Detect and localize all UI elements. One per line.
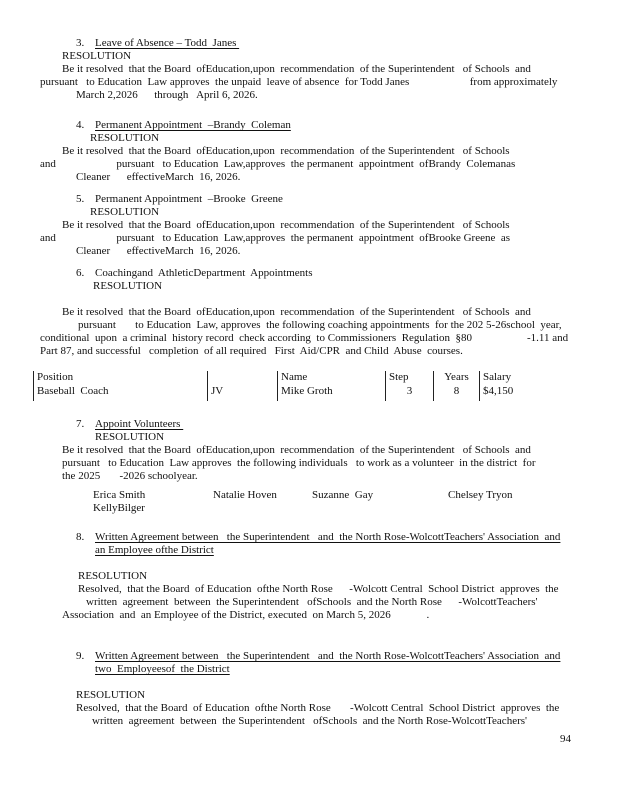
resolution-item-7 (0, 418, 618, 483)
item-title-line (0, 531, 618, 544)
resolution-item-5 (0, 193, 618, 258)
resolution-label: RESOLUTION (90, 132, 160, 144)
resolution-item-4 (0, 119, 618, 184)
body-line: Resolved, that the Board of Education ofthe North Rose -Wolcott Central School District approves the (76, 702, 560, 714)
body-line: pursuant to Education Law approves the unpaid leave of absence for Todd Janes from approximately (40, 76, 558, 88)
volunteer-row (0, 489, 618, 502)
resolution-item-3 (0, 37, 618, 102)
item-title-line (0, 544, 618, 557)
resolution-label: RESOLUTION (78, 570, 148, 582)
resolution-label: RESOLUTION (76, 689, 146, 701)
item-title: Written Agreement between the Superintendent and the North Rose-WolcottTeachers' Association and (95, 531, 561, 543)
resolution-label: RESOLUTION (62, 50, 132, 62)
body-line: written agreement between the Superintendent ofSchools and the North Rose -WolcottTeachers' (86, 596, 538, 608)
item-title: two Employeesof the District (95, 663, 230, 675)
item-title: Coachingand AthleticDepartment Appointments (95, 267, 313, 279)
body-line: Be it resolved that the Board ofEducation,upon recommendation of the Superintendent of Schools (62, 219, 510, 231)
cell-years: 8 (433, 385, 479, 401)
body-line: conditional upon a criminal history record check according to Commissioners Regulation §80 -1.11 and (40, 332, 569, 344)
header-name: Name (277, 371, 385, 385)
item-number: 6. (76, 267, 85, 279)
item-number: 8. (76, 531, 85, 543)
volunteer-name: KellyBilger (93, 502, 145, 514)
item-title-line (0, 418, 618, 431)
resolution-item-9 (0, 650, 618, 728)
item-title-line (0, 193, 618, 206)
cell-position: Baseball Coach (33, 385, 207, 401)
volunteer-names (0, 489, 618, 515)
cell-name: Mike Groth (277, 385, 385, 401)
item-number: 5. (76, 193, 85, 205)
cell-salary: $4,150 (479, 385, 565, 401)
body-line: pursuant to Education Law, approves the following coaching appointments for the 202 5-26school year, (78, 319, 562, 331)
header-level (207, 371, 277, 385)
resolution-label: RESOLUTION (95, 431, 165, 443)
resolution-item-8 (0, 531, 618, 622)
item-title: Leave of Absence – Todd Janes (95, 37, 240, 49)
item-title-line (0, 119, 618, 132)
item-title: Appoint Volunteers (95, 418, 184, 430)
body-line: March 2,2026 through April 6, 2026. (76, 89, 258, 101)
body-line: Be it resolved that the Board ofEducation,upon recommendation of the Superintendent of Schools (62, 145, 510, 157)
resolution-label: RESOLUTION (90, 206, 160, 218)
body-line: pursuant to Education Law approves the following individuals to work as a volunteer in the district for (62, 457, 536, 469)
item-number: 9. (76, 650, 85, 662)
cell-level: JV (207, 385, 277, 401)
body-line: written agreement between the Superintendent ofSchools and the North Rose-WolcottTeachers' (92, 715, 527, 727)
table-header-row (33, 371, 565, 385)
header-years: Years (433, 371, 479, 385)
item-title-line (0, 663, 618, 676)
volunteer-name: Suzanne Gay (312, 489, 374, 501)
volunteer-name: Natalie Hoven (213, 489, 277, 501)
body-line: the 2025 -2026 schoolyear. (62, 470, 198, 482)
body-line: Be it resolved that the Board ofEducation,upon recommendation of the Superintendent of Schools and (62, 63, 531, 75)
coaching-appointments-table (33, 371, 565, 401)
header-position: Position (33, 371, 207, 385)
body-line: Cleaner effectiveMarch 16, 2026. (76, 245, 241, 257)
page-number: 94 (560, 733, 571, 745)
body-line: Resolved, that the Board of Education ofthe North Rose -Wolcott Central School District approves the (78, 583, 559, 595)
item-number: 3. (76, 37, 85, 49)
item-number: 4. (76, 119, 85, 131)
item-title: Written Agreement between the Superintendent and the North Rose-WolcottTeachers' Association and (95, 650, 561, 662)
resolution-item-6 (0, 267, 618, 358)
item-title: Permanent Appointment –Brooke Greene (95, 193, 283, 205)
cell-step: 3 (385, 385, 433, 401)
volunteer-name: Erica Smith (93, 489, 146, 501)
header-salary: Salary (479, 371, 565, 385)
item-title-line (0, 37, 618, 50)
body-line: Cleaner effectiveMarch 16, 2026. (76, 171, 241, 183)
item-title: an Employee ofthe District (95, 544, 214, 556)
body-line: and pursuant to Education Law,approves the permanent appointment ofBrooke Greene as (40, 232, 511, 244)
volunteer-name: Chelsey Tryon (448, 489, 513, 501)
body-line: Be it resolved that the Board ofEducation,upon recommendation of the Superintendent of Schools and (62, 306, 531, 318)
item-title-line (0, 267, 618, 280)
body-line: Part 87, and successful completion of all required First Aid/CPR and Child Abuse courses. (40, 345, 463, 357)
item-title: Permanent Appointment –Brandy Coleman (95, 119, 291, 131)
body-line: and pursuant to Education Law,approves the permanent appointment ofBrandy Colemanas (40, 158, 516, 170)
item-title-line (0, 650, 618, 663)
body-line: Be it resolved that the Board ofEducation,upon recommendation of the Superintendent of Schools and (62, 444, 531, 456)
item-number: 7. (76, 418, 85, 430)
table-row (33, 385, 565, 401)
body-line: Association and an Employee of the District, executed on March 5, 2026 . (62, 609, 430, 621)
resolution-label: RESOLUTION (93, 280, 163, 292)
header-step: Step (385, 371, 433, 385)
